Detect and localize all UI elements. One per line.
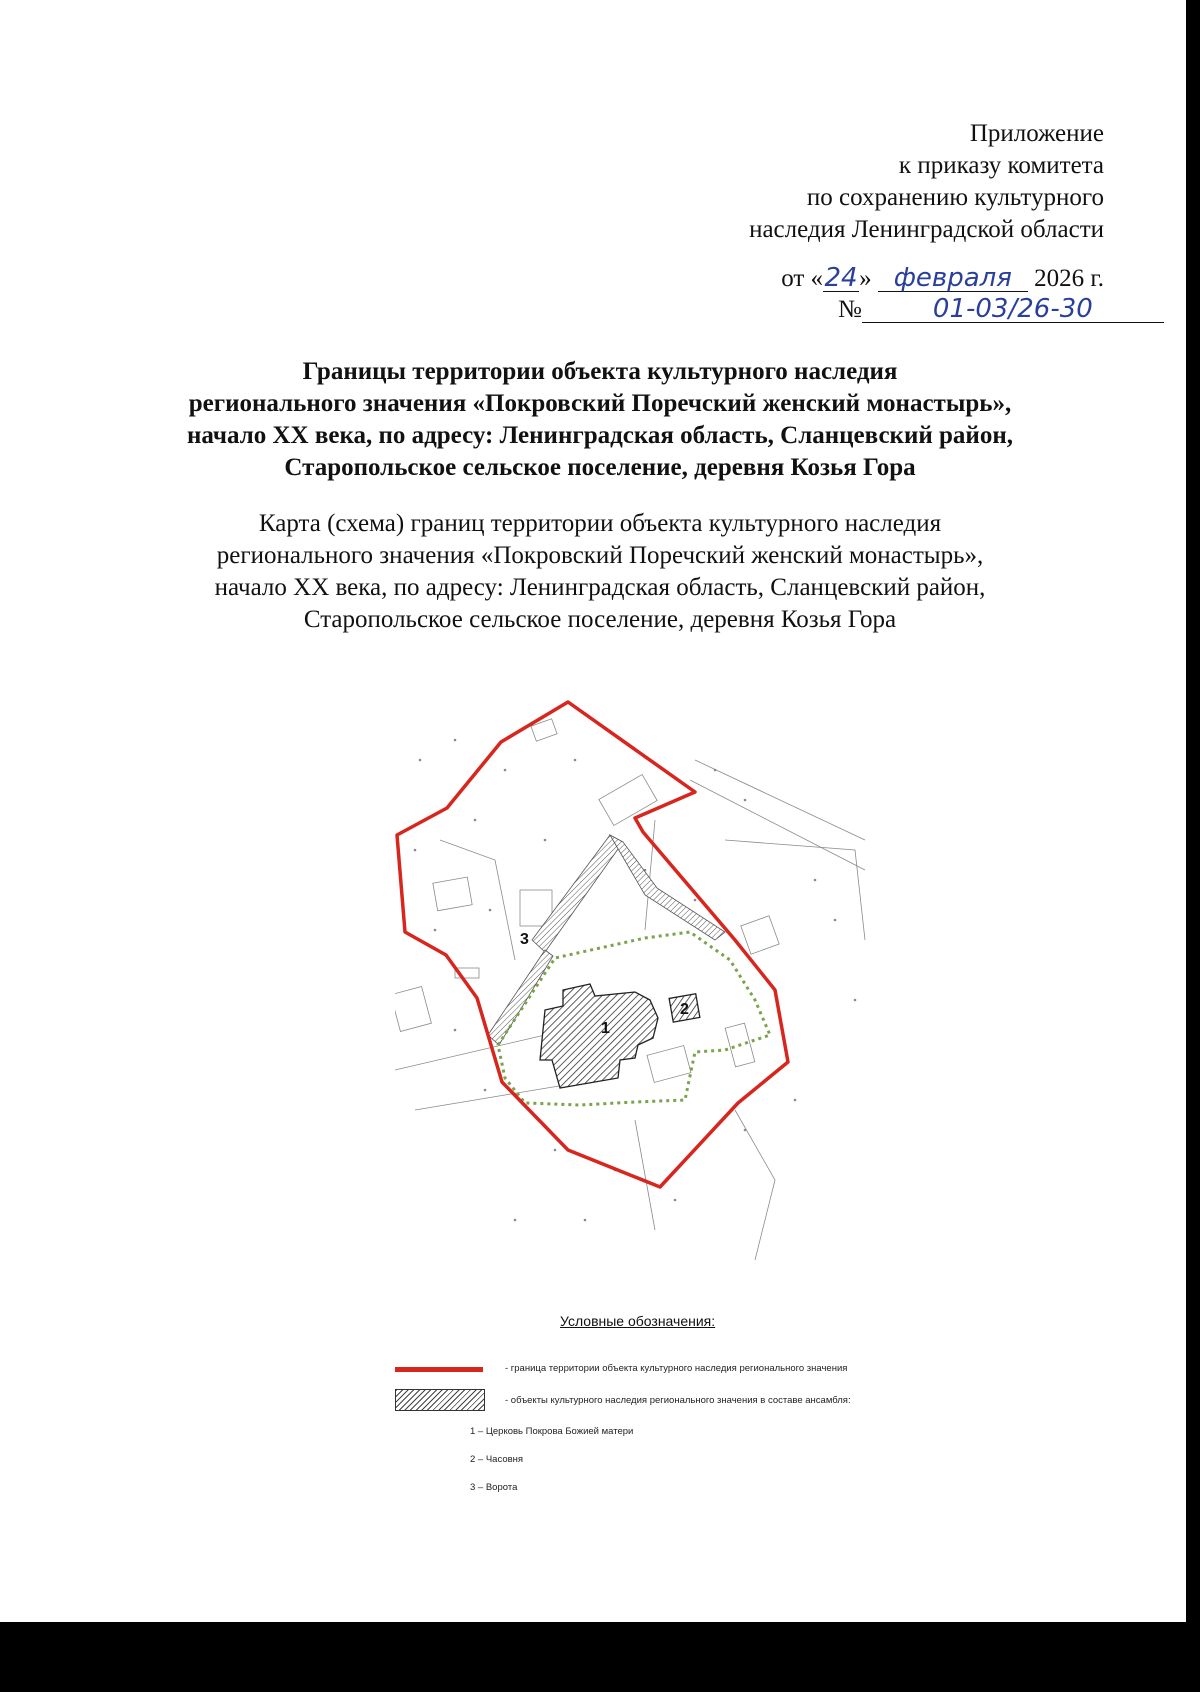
- legend-text: - объекты культурного наследия регионального значения в составе ансамбля:: [505, 1395, 851, 1406]
- map-caption: [100, 508, 1100, 636]
- date-mid: »: [859, 265, 872, 292]
- appendix-line: Приложение: [969, 120, 1104, 147]
- title-line: Границы территории объекта культурного наследия: [302, 358, 898, 385]
- appendix-line: по сохранению культурного: [806, 184, 1104, 211]
- appendix-line: наследия Ленинградской области: [749, 216, 1104, 243]
- caption-line: начало XX века, по адресу: Ленинградская область, Сланцевский район,: [214, 574, 986, 601]
- date-month: февраля: [878, 265, 1028, 292]
- scan-bottom-band: [0, 1622, 1200, 1692]
- scan-edge: [1186, 0, 1200, 1692]
- document-title: [100, 356, 1100, 484]
- caption-line: регионального значения «Покровский Поречский женский монастырь»,: [216, 542, 984, 569]
- marker-gate: 3: [520, 931, 529, 948]
- boundary-map: [395, 700, 875, 1280]
- appendix-line: к приказу комитета: [898, 152, 1104, 179]
- hatch-swatch: [395, 1389, 485, 1411]
- legend-title: Условные обозначения:: [560, 1313, 716, 1329]
- order-number: [838, 296, 1164, 324]
- survey-dots: [414, 739, 857, 1222]
- marker-church: 1: [601, 1020, 610, 1037]
- church-1-building: [540, 984, 658, 1088]
- date-day: 24: [824, 263, 858, 293]
- caption-line: Старопольское сельское поселение, деревня Козья Гора: [303, 606, 897, 633]
- order-date: [781, 265, 1104, 293]
- appendix-block: [644, 118, 1104, 246]
- date-prefix: от «: [781, 265, 824, 292]
- legend-text: 1 – Церковь Покрова Божией матери: [470, 1426, 634, 1437]
- red-line-swatch: [395, 1367, 483, 1372]
- caption-line: Карта (схема) границ территории объекта культурного наследия: [258, 510, 942, 537]
- marker-chapel: 2: [680, 1001, 689, 1018]
- survey-background: [395, 719, 865, 1260]
- legend-text: 3 – Ворота: [470, 1482, 518, 1493]
- number-value: 01-03/26-30: [862, 296, 1164, 323]
- legend-text: - граница территории объекта культурного наследия регионального значения: [505, 1363, 848, 1374]
- title-line: Старопольское сельское поселение, деревня Козья Гора: [284, 454, 916, 481]
- legend-text: 2 – Часовня: [470, 1454, 524, 1465]
- title-line: начало XX века, по адресу: Ленинградская область, Сланцевский район,: [187, 422, 1013, 449]
- territory-boundary: [397, 702, 788, 1187]
- title-line: регионального значения «Покровский Поречский женский монастырь»,: [188, 390, 1012, 417]
- date-year: 2026 г.: [1034, 265, 1104, 292]
- number-prefix: №: [838, 296, 862, 323]
